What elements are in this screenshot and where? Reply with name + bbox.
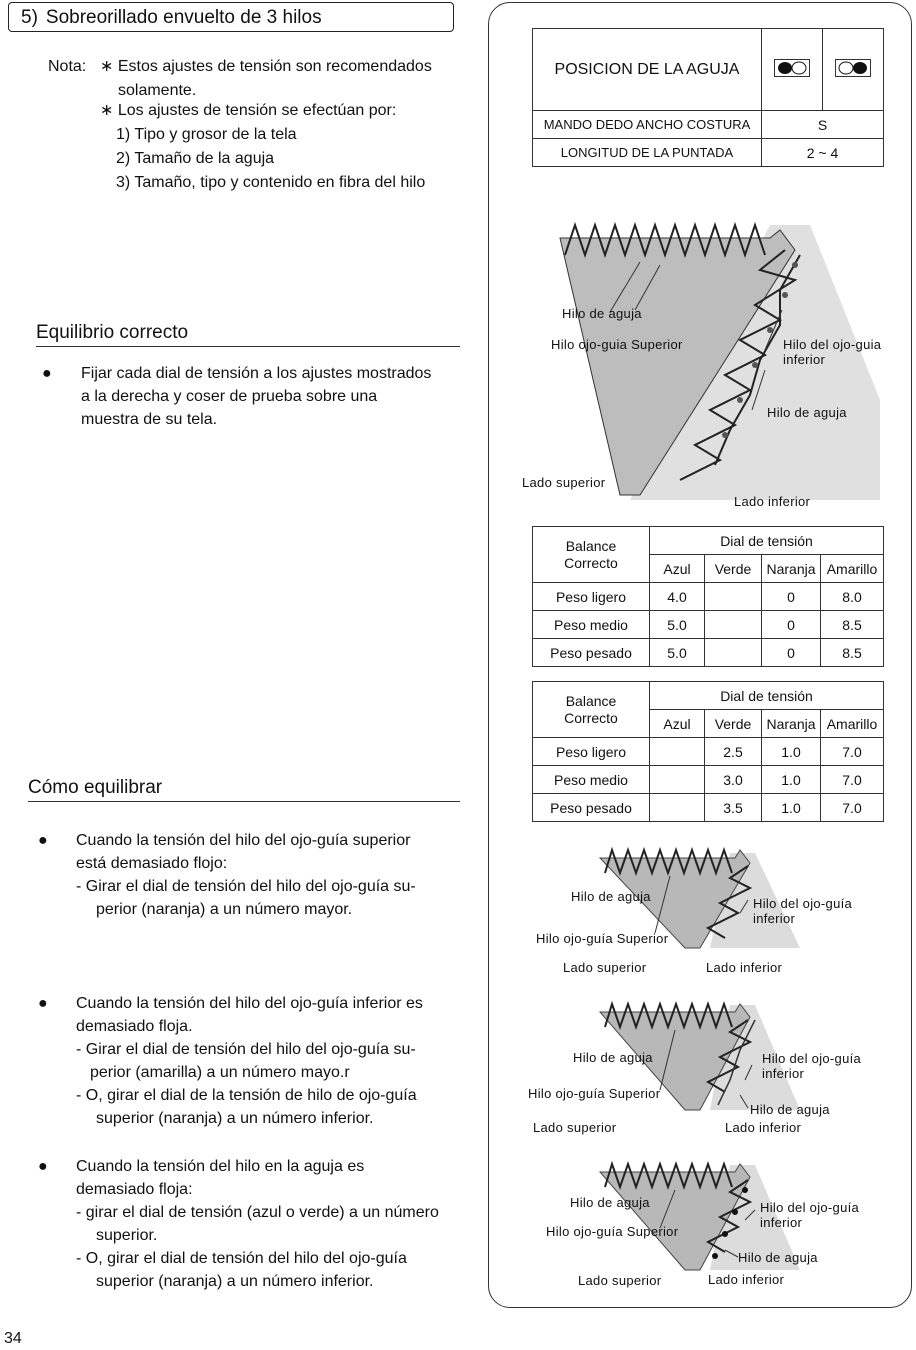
c-hilo-aguja: Hilo de aguja [570, 1195, 650, 1210]
page-number: 34 [4, 1330, 22, 1347]
cell: 2.5 [705, 738, 762, 766]
main-stitch-diagram [520, 210, 890, 510]
col-azul: Azul [650, 555, 705, 583]
tension-table-1 [532, 526, 884, 667]
a-hilo-inferior-1: Hilo del ojo-guía [753, 896, 853, 911]
cell: 3.0 [705, 766, 762, 794]
main-label-hilo-superior: Hilo ojo-guia Superior [551, 337, 683, 352]
cell: 0 [762, 639, 821, 667]
note-item-1: 1) Tipo y grosor de la tela [116, 126, 297, 143]
cell: 5.0 [650, 639, 705, 667]
cell: 1.0 [762, 738, 821, 766]
main-label-lado-inferior: Lado inferior [734, 494, 811, 509]
equilibrio-line-3: muestra de su tela. [81, 411, 218, 428]
como-b3-line: Cuando la tensión del hilo en la aguja es [76, 1158, 365, 1175]
como-b2-line: - Girar el dial de tensión del hilo del ojo-guía su- [76, 1041, 416, 1058]
balance-header: Balance Correcto [533, 527, 650, 583]
b-hilo-inferior-1: Hilo del ojo-guía [762, 1051, 862, 1066]
main-label-hilo-aguja-2: Hilo de aguja [767, 405, 847, 420]
stitch-width-value: S [762, 111, 884, 139]
como-b2-line: Cuando la tensión del hilo del ojo-guía inferior es [76, 995, 423, 1012]
bullet-icon: ● [38, 1158, 48, 1175]
note-line-1: ∗ Estos ajustes de tensión son recomendados [100, 58, 432, 75]
bullet-icon: ● [38, 832, 48, 849]
b-hilo-aguja: Hilo de aguja [573, 1050, 653, 1065]
cell [650, 794, 705, 822]
bullet-icon: ● [42, 365, 52, 382]
cell: 7.0 [821, 794, 884, 822]
como-b1-line: perior (naranja) a un número mayor. [96, 901, 353, 918]
cell: 5.0 [650, 611, 705, 639]
c-hilo-inferior-1: Hilo del ojo-guía [760, 1200, 860, 1215]
como-b2-line: demasiado floja. [76, 1018, 193, 1035]
row-label: Peso pesado [533, 794, 650, 822]
como-bullet-3 [36, 1153, 466, 1293]
cell: 7.0 [821, 766, 884, 794]
cell: 1.0 [762, 794, 821, 822]
como-bullet-2 [36, 990, 466, 1130]
section-number: 5) [21, 7, 38, 28]
a-hilo-aguja: Hilo de aguja [571, 889, 651, 904]
cell: 8.5 [821, 611, 884, 639]
como-b3-line: demasiado floja: [76, 1181, 193, 1198]
note-line-2: solamente. [118, 82, 197, 99]
c-lado-inferior: Lado inferior [708, 1272, 785, 1287]
cell [705, 611, 762, 639]
como-b3-line: superior (naranja) a un número inferior. [96, 1273, 374, 1290]
como-b2-line: - O, girar el dial de la tensión de hilo de ojo-guía [76, 1087, 417, 1104]
note-item-2: 2) Tamaño de la aguja [116, 150, 275, 167]
b-lado-inferior: Lado inferior [725, 1120, 802, 1135]
cell [650, 766, 705, 794]
bullet-icon: ● [38, 995, 48, 1012]
a-hilo-superior: Hilo ojo-guía Superior [536, 931, 669, 946]
a-lado-inferior: Lado inferior [706, 960, 783, 975]
como-b1-line: - Girar el dial de tensión del hilo del ojo-guía su- [76, 878, 416, 895]
cell [705, 583, 762, 611]
needle-left-icon [762, 29, 823, 111]
row-label: Peso ligero [533, 583, 650, 611]
equilibrio-line-2: a la derecha y coser de prueba sobre una [81, 388, 378, 405]
equilibrio-line-1: Fijar cada dial de tensión a los ajustes mostrados [81, 365, 432, 382]
table-row [533, 583, 884, 611]
equilibrio-bullet [36, 360, 466, 440]
row-label: Peso pesado [533, 639, 650, 667]
cell: 4.0 [650, 583, 705, 611]
cell: 1.0 [762, 766, 821, 794]
main-label-hilo-inferior-2: inferior [783, 352, 826, 367]
como-b3-line: - O, girar el dial de tensión del hilo del ojo-guía [76, 1250, 407, 1267]
row-label: Peso medio [533, 766, 650, 794]
col-naranja: Naranja [762, 555, 821, 583]
como-b2-line: perior (amarilla) a un número mayo.r [90, 1064, 350, 1081]
cell: 8.0 [821, 583, 884, 611]
b-hilo-inferior-2: inferior [762, 1066, 805, 1081]
section-title-text: Sobreorillado envuelto de 3 hilos [45, 7, 322, 28]
table-row [533, 611, 884, 639]
cell: 0 [762, 611, 821, 639]
como-b3-line: - girar el dial de tensión (azul o verde) a un número [76, 1204, 439, 1221]
row-label: Peso medio [533, 611, 650, 639]
needle-position-label: POSICION DE LA AGUJA [533, 29, 762, 111]
cell: 3.5 [705, 794, 762, 822]
como-b1-line: está demasiado flojo: [76, 855, 228, 872]
dial-header: Dial de tensión [650, 682, 884, 710]
c-hilo-inferior-2: inferior [760, 1215, 803, 1230]
cell: 8.5 [821, 639, 884, 667]
table-row [533, 766, 884, 794]
needle-right-icon [823, 29, 884, 111]
col-azul: Azul [650, 710, 705, 738]
col-amarillo: Amarillo [821, 710, 884, 738]
cell: 0 [762, 583, 821, 611]
como-b3-line: superior. [96, 1227, 158, 1244]
dial-header: Dial de tensión [650, 527, 884, 555]
stitch-width-label: MANDO DEDO ANCHO COSTURA [533, 111, 762, 139]
a-lado-superior: Lado superior [563, 960, 647, 975]
c-lado-superior: Lado superior [578, 1273, 662, 1288]
equilibrio-heading: Equilibrio correcto [36, 322, 460, 347]
cell [650, 738, 705, 766]
main-label-lado-superior: Lado superior [522, 475, 606, 490]
balance-header: Balance Correcto [533, 682, 650, 738]
b-lado-superior: Lado superior [533, 1120, 617, 1135]
main-label-hilo-aguja: Hilo de aguja [562, 306, 642, 321]
c-hilo-superior: Hilo ojo-guía Superior [546, 1224, 679, 1239]
a-hilo-inferior-2: inferior [753, 911, 796, 926]
row-label: Peso ligero [533, 738, 650, 766]
b-hilo-aguja-2: Hilo de aguja [750, 1102, 830, 1117]
table-row [533, 738, 884, 766]
como-b1-line: Cuando la tensión del hilo del ojo-guía superior [76, 832, 411, 849]
como-b2-line: superior (naranja) a un número inferior. [96, 1110, 374, 1127]
note-line-3: ∗ Los ajustes de tensión se efectúan por: [100, 102, 397, 119]
note-label: Nota: [48, 58, 87, 75]
cell [705, 639, 762, 667]
stitch-length-value: 2 ~ 4 [762, 139, 884, 167]
main-label-hilo-inferior-1: Hilo del ojo-guia [783, 337, 882, 352]
col-verde: Verde [705, 555, 762, 583]
tension-table-2 [532, 681, 884, 822]
b-hilo-superior: Hilo ojo-guía Superior [528, 1086, 661, 1101]
stitch-length-label: LONGITUD DE LA PUNTADA [533, 139, 762, 167]
c-hilo-aguja-2: Hilo de aguja [738, 1250, 818, 1265]
col-naranja: Naranja [762, 710, 821, 738]
needle-spec-table [532, 28, 884, 167]
col-verde: Verde [705, 710, 762, 738]
col-amarillo: Amarillo [821, 555, 884, 583]
note-item-3: 3) Tamaño, tipo y contenido en fibra del hilo [116, 174, 426, 191]
como-heading: Cómo equilibrar [28, 777, 460, 802]
como-bullet-1 [36, 827, 466, 927]
cell: 7.0 [821, 738, 884, 766]
table-row [533, 794, 884, 822]
section-title [8, 2, 454, 32]
table-row [533, 639, 884, 667]
